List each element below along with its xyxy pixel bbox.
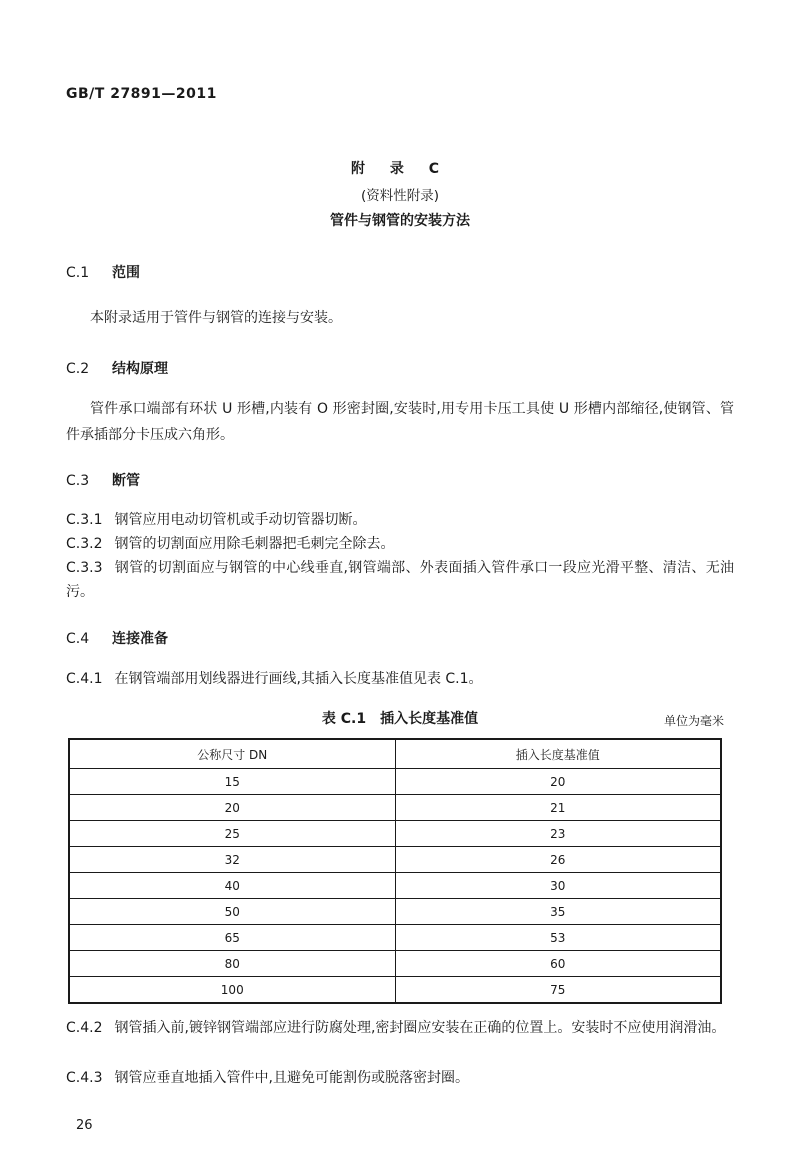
cell-insertion-length: 35 — [395, 899, 721, 925]
table-header-row — [69, 739, 721, 769]
table-row — [69, 795, 721, 821]
section-title: 结构原理 — [112, 361, 168, 377]
section-heading-c3 — [66, 470, 140, 490]
table-row — [69, 977, 721, 1004]
clause-number: C.3.3 — [66, 560, 103, 576]
annex-nature: (资料性附录) — [360, 188, 440, 204]
section-text-c2: 管件承口端部有环状 U 形槽,内装有 O 形密封圈,安装时,用专用卡压工具使 U 形槽内部缩径,使钢管、管件承插部分卡压成六角形。 — [66, 401, 734, 443]
table-row — [69, 821, 721, 847]
table-row — [69, 951, 721, 977]
table-row — [69, 899, 721, 925]
section-text-c1: 本附录适用于管件与钢管的连接与安装。 — [90, 310, 342, 326]
column-header-nominal-size: 公称尺寸 DN — [69, 739, 395, 769]
clause-text: 钢管的切割面应与钢管的中心线垂直,钢管端部、外表面插入管件承口一段应光滑平整、清洁、无油污。 — [66, 560, 734, 600]
clause-text: 钢管应用电动切管机或手动切管器切断。 — [114, 512, 367, 528]
section-number: C.3 — [66, 473, 90, 489]
clause-number: C.4.2 — [66, 1020, 103, 1036]
clause-c4-2 — [66, 1016, 734, 1040]
cell-insertion-length: 26 — [395, 847, 721, 873]
section-title: 断管 — [112, 473, 140, 489]
section-number: C.4 — [66, 631, 90, 647]
section-heading-c2 — [66, 358, 168, 378]
section-heading-c4 — [66, 628, 168, 648]
clause-c3-1 — [66, 508, 734, 532]
cell-nominal-size: 50 — [69, 899, 395, 925]
insertion-length-table — [68, 738, 722, 1004]
clause-text: 钢管的切割面应用除毛刺器把毛刺完全除去。 — [114, 536, 395, 552]
cell-insertion-length: 60 — [395, 951, 721, 977]
annex-title: 附 录 C — [350, 161, 450, 177]
table-row — [69, 873, 721, 899]
cell-nominal-size: 32 — [69, 847, 395, 873]
clause-number: C.4.1 — [66, 671, 103, 687]
cell-nominal-size: 65 — [69, 925, 395, 951]
table-number: 表 C.1 — [321, 711, 367, 727]
cell-insertion-length: 75 — [395, 977, 721, 1004]
cell-insertion-length: 21 — [395, 795, 721, 821]
cell-nominal-size: 80 — [69, 951, 395, 977]
clause-number: C.3.1 — [66, 512, 103, 528]
cell-insertion-length: 23 — [395, 821, 721, 847]
table-row — [69, 847, 721, 873]
clause-number: C.3.2 — [66, 536, 103, 552]
annex-name: 管件与钢管的安装方法 — [330, 213, 470, 229]
clause-text: 钢管应垂直地插入管件中,且避免可能割伤或脱落密封圈。 — [114, 1070, 469, 1086]
table-row — [69, 925, 721, 951]
page-number: 26 — [76, 1118, 93, 1133]
section-title: 连接准备 — [112, 631, 168, 647]
section-heading-c1 — [66, 262, 140, 282]
column-header-insertion-length: 插入长度基准值 — [395, 739, 721, 769]
cell-nominal-size: 15 — [69, 769, 395, 795]
clause-c3-3 — [66, 556, 734, 604]
cell-insertion-length: 20 — [395, 769, 721, 795]
clause-text: 在钢管端部用划线器进行画线,其插入长度基准值见表 C.1。 — [114, 671, 483, 687]
section-number: C.1 — [66, 265, 90, 281]
cell-insertion-length: 53 — [395, 925, 721, 951]
cell-nominal-size: 100 — [69, 977, 395, 1004]
section-number: C.2 — [66, 361, 90, 377]
cell-nominal-size: 20 — [69, 795, 395, 821]
table-unit-note: 单位为毫米 — [663, 714, 724, 728]
cell-nominal-size: 25 — [69, 821, 395, 847]
cell-nominal-size: 40 — [69, 873, 395, 899]
clause-c4-1 — [66, 667, 734, 691]
table-row — [69, 769, 721, 795]
clause-number: C.4.3 — [66, 1070, 103, 1086]
clause-c4-3 — [66, 1066, 734, 1090]
standard-code: GB/T 27891—2011 — [66, 86, 217, 102]
clause-c3-2 — [66, 532, 734, 556]
cell-insertion-length: 30 — [395, 873, 721, 899]
table-title: 插入长度基准值 — [380, 711, 479, 727]
section-title: 范围 — [112, 265, 140, 281]
clause-text: 钢管插入前,镀锌钢管端部应进行防腐处理,密封圈应安装在正确的位置上。安装时不应使用润滑油。 — [114, 1020, 726, 1036]
